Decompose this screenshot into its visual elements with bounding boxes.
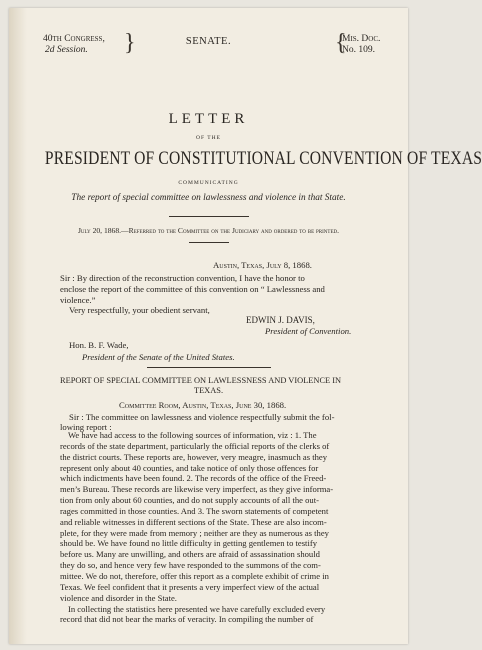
body-line: records of the state department, particularly the official reports of the clerks of — [60, 440, 330, 451]
left-brace-glyph: { — [335, 30, 347, 56]
divider-rule — [147, 367, 271, 368]
signer-title: President of Convention. — [265, 326, 352, 336]
letter-line: enclose the report of the committee of this convention on “ Lawlessness and — [60, 284, 325, 294]
addressee-name: Hon. B. F. Wade, — [69, 340, 129, 350]
body-line: which indictments have been found. 2. The records of the office of the Freed- — [60, 473, 327, 484]
letter-closing: Very respectfully, your obedient servant, — [69, 305, 210, 315]
body-line: before us. Many are unwilling, and others are afraid of assassination should — [60, 549, 320, 560]
addressee-title: President of the Senate of the United States. — [82, 352, 235, 362]
body-line: plete, for they were made from memory ; neither are they as numerous as they — [60, 527, 329, 538]
body-line: We have had access to the following sources of information, viz : 1. The — [68, 430, 317, 440]
page-edge-stain — [9, 8, 27, 644]
report-heading-cont: TEXAS. — [193, 386, 224, 395]
report-dateline: Committee Room, Austin, Texas, June 30, 1868. — [119, 400, 287, 410]
doc-type-label: Mis. Doc. — [342, 34, 381, 44]
body-line: rages committed in those counties. And 3. The sworn statements of competent — [60, 505, 329, 516]
report-salutation-cont: lowing report : — [60, 422, 112, 432]
body-line: record that did not bear the marks of veracity. In compiling the number of — [60, 614, 314, 625]
divider-rule — [189, 242, 229, 243]
body-line: mittee. We do not, therefore, offer this report as a complete exhibit of crime in — [60, 570, 329, 581]
subject-line: The report of special committee on lawlessness and violence in that State. — [71, 193, 346, 203]
report-heading: REPORT OF SPECIAL COMMITTEE ON LAWLESSNESS AND VIOLENCE IN — [60, 376, 342, 385]
body-line: men’s Bureau. These records are likewise very imperfect, as they give informa- — [60, 484, 334, 495]
body-line: the district courts. These reports are, however, very meagre, inasmuch as they — [60, 451, 328, 462]
letter-title: LETTER — [168, 111, 249, 127]
document-page — [9, 8, 482, 644]
report-body — [60, 430, 376, 625]
signer-name: EDWIN J. DAVIS, — [246, 315, 315, 325]
session-label: 2d Session. — [45, 45, 88, 55]
divider-rule — [169, 216, 249, 217]
doc-number-label: No. 109. — [342, 45, 375, 55]
letter-line: Sir : By direction of the reconstruction convention, I have the honor to — [60, 273, 305, 283]
right-brace-glyph: } — [124, 30, 136, 56]
body-line: they do so, and hence very few have responded to the summons of the com- — [60, 560, 321, 571]
body-line: and reliable witnesses in different sections of the State. These are also incom- — [60, 516, 327, 527]
chamber-label: SENATE. — [185, 36, 232, 47]
body-line: represent only about 40 counties, and take notice of only those offences for — [60, 462, 319, 473]
doc-number-block — [342, 34, 380, 56]
referral-note: July 20, 1868.—Referred to the Committee on the Judiciary and ordered to be printed. — [77, 226, 340, 235]
of-the-label: OF THE — [196, 135, 221, 141]
president-title: PRESIDENT OF CONSTITUTIONAL CONVENTION OF TEXAS — [44, 148, 482, 169]
body-line: Texas. We feel confident that it presents a very imperfect view of the actual — [60, 581, 320, 592]
congress-label: 40th Congress, — [43, 34, 105, 44]
body-line: In collecting the statistics here presented we have carefully excluded every — [68, 603, 326, 614]
letter-dateline: Austin, Texas, July 8, 1868. — [213, 260, 312, 270]
report-salutation: Sir : The committee on lawlessness and violence respectfully submit the fol- — [69, 412, 335, 422]
letter-line: violence.” — [60, 295, 96, 305]
body-line: violence and disorder in the State. — [60, 592, 177, 603]
body-line: tion from only about 60 counties, and do not supply accounts of all the out- — [60, 495, 319, 506]
communicating-label: COMMUNICATING — [178, 180, 239, 186]
body-line: should be. We have found no little difficulty in getting gentlemen to testify — [60, 538, 317, 549]
